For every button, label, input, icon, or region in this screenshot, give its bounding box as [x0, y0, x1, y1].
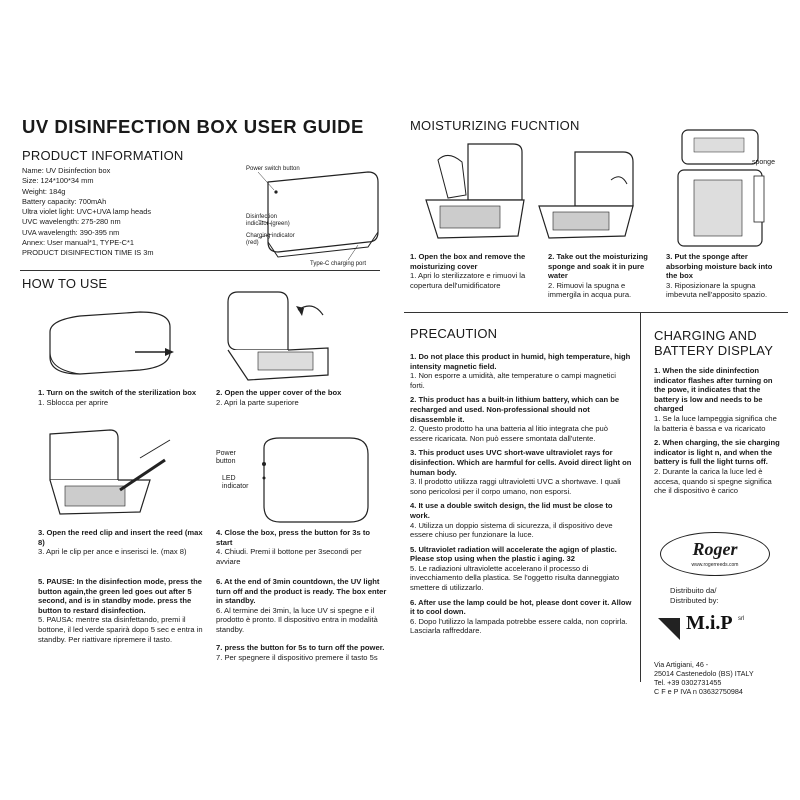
moist-step-1: [410, 252, 540, 290]
step-6-en: 6. At the end of 3min countdown, the UV light turn off and the product is ready. The box enter in standby.: [216, 577, 387, 606]
precaution-list: [410, 352, 632, 641]
spec-line: Size: 124*100*34 mm: [22, 176, 94, 186]
step2-illustration: [218, 290, 348, 390]
spec-line: Battery capacity: 700mAh: [22, 196, 107, 206]
step-3: [38, 528, 208, 557]
spec-line: Weight: 184g: [22, 186, 66, 196]
led-indicator-label: LED indicator: [222, 475, 249, 490]
precaution-item: [410, 448, 632, 496]
precaution-5-en: 5. Ultraviolet radiation will accelerate the agign of plastic. Please stop using when the plastic i aging. 32: [410, 544, 617, 564]
charging-heading: [654, 328, 773, 358]
step-5: [38, 577, 210, 644]
spec-line: UVA wavelength: 390-395 nm: [22, 227, 120, 237]
charging-item: [654, 366, 784, 433]
address-block: [654, 660, 754, 696]
precaution-1-it: 1. Non esporre a umidità, alte temperature o campi magnetici forti.: [410, 371, 616, 390]
moist-step1-illustration: [418, 140, 528, 245]
moist-step-2-en: 2. Take out the moisturizing sponge and soak it in pure water: [548, 252, 648, 281]
charging-item: [654, 438, 784, 496]
moist-step2-illustration: [535, 150, 640, 245]
moist-step-1-en: 1. Open the box and remove the moisturizing cover: [410, 252, 526, 271]
precaution-6-en: 6. After use the lamp could be hot, please dont cover it. Allow it to cool down.: [410, 597, 632, 617]
spec-line: UVC wavelength: 275-280 nm: [22, 217, 121, 227]
step-2-en: 2. Open the upper cover of the box: [216, 388, 342, 397]
roger-logo-text: Roger: [692, 539, 738, 559]
step-6-it: 6. Al termine dei 3min, la luce UV si spegne e il prodotto è pronto. Il dispositivo entra in modalità standby.: [216, 605, 378, 634]
precaution-3-en: 3. This product uses UVC short-wave ultraviolet rays for disinfection. Which are harmful for cells. Avoid direct light on human body.: [410, 448, 632, 477]
step-2: [216, 388, 386, 407]
precaution-item: [410, 501, 632, 539]
precaution-item: [410, 352, 632, 390]
type-c-label: Type-C charging port: [310, 261, 367, 267]
power-switch-label: Power switch button: [246, 166, 300, 172]
precaution-3-it: 3. Il prodotto utilizza raggi ultravioletti UVC a shortwave. I quali sono pericolosi per il corpo umano, non esporsi.: [410, 477, 621, 496]
charging-2-it: 2. Durante la carica la luce led è accesa, quando si spegne significa che il dispositivo è carico: [654, 466, 772, 496]
step-6: [216, 577, 388, 635]
charging-2-en: 2. When charging, the sie charging indicator is light n, and when the battery is full the light turns off.: [654, 438, 780, 467]
moist-step-1-it: 1. Apri lo sterilizzatore e rimuovi la copertura dell'umidificatore: [410, 271, 526, 290]
moist-step3-illustration: [668, 128, 783, 248]
moist-step-3-it: 3. Riposizionare la spugna imbevuta nell'apposito spazio.: [666, 280, 768, 300]
address-line: Via Artigiani, 46 -: [654, 660, 709, 669]
disinfection-indicator-label: Disinfection indicator (green): [246, 214, 290, 227]
step4-illustration: [250, 436, 380, 526]
step-3-it: 3. Apri le clip per ance e inserisci le. (max 8): [38, 547, 187, 557]
charging-heading-line1: CHARGING AND: [654, 328, 757, 343]
charging-1-en: 1. When the side dininfection indicator flashes after turning on the powe, it indicates that the battery is low and needs to be charged: [654, 366, 773, 414]
how-to-use-heading: HOW TO USE: [22, 276, 108, 291]
precaution-item: [410, 395, 632, 443]
moisturizing-heading: MOISTURIZING FUCNTION: [410, 118, 580, 133]
charging-heading-line2: BATTERY DISPLAY: [654, 343, 774, 358]
step-5-it: 5. PAUSA: mentre sta disinfettando, premi il bottone, il led verde sparirà dopo 5 sec e entra in standby. Per riattivare ripremere il tasto.: [38, 615, 203, 644]
power-button-label: Power button: [216, 450, 236, 465]
roger-logo-url: www.rogerreeds.com: [691, 562, 739, 568]
product-info-heading: PRODUCT INFORMATION: [22, 148, 184, 163]
precaution-4-it: 4. Utilizza un doppio sistema di sicurezza, il dispositivo deve essere chiuso per funzionare la luce.: [410, 520, 613, 540]
precaution-2-it: 2. Questo prodotto ha una batteria al litio integrata che può essere ricaricata. Non può essere smontata dall'utente.: [410, 424, 608, 443]
step3-illustration: [40, 420, 180, 520]
step1-illustration: [40, 312, 180, 384]
distributed-en: Distributed by:: [670, 595, 719, 605]
mip-logo-text: M.i.P: [686, 612, 733, 634]
step-4-en: 4. Close the box, press the button for 3s to start: [216, 528, 371, 547]
moist-step-2-it: 2. Rimuovi la spugna e immergila in acqua pura.: [548, 280, 632, 300]
step-2-it: 2. Apri la parte superiore: [216, 397, 299, 407]
precaution-4-en: 4. It use a double switch design, the lid must be close to work.: [410, 501, 613, 520]
distributed-it: Distribuito da/: [670, 586, 717, 595]
spec-line: PRODUCT DISINFECTION TIME IS 3m: [22, 248, 154, 258]
mip-logo: [656, 612, 756, 642]
precaution-5-it: 5. Le radiazioni ultraviolette accelerano il processo di invecchiamento della plastica. Se l'oggetto risulta danneggiato smettere di utilizzarlo.: [410, 563, 620, 593]
precaution-2-en: 2. This product has a built-in lithium battery, which can be recharged and used. Non-professional should not disassemble it.: [410, 395, 620, 424]
step-1-en: 1. Turn on the switch of the sterilization box: [38, 388, 197, 397]
roger-logo: [660, 532, 770, 576]
precaution-6-it: 6. Dopo l'utilizzo la lampada potrebbe essere calda, non coprirla. Lasciarla raffreddare.: [410, 616, 628, 636]
step-7-it: 7. Per spegnere il dispositivo premere il tasto 5s: [216, 652, 378, 662]
step-3-en: 3. Open the reed clip and insert the reed (max 8): [38, 528, 203, 547]
address-line: C F e P IVA n 03632750984: [654, 687, 743, 696]
precaution-heading: PRECAUTION: [410, 326, 498, 341]
mip-logo-suffix: srl: [738, 616, 745, 622]
step-4-it: 4. Chiudi. Premi il bottone per 3secondi per avviare: [216, 547, 362, 566]
precaution-item: [410, 598, 632, 636]
address-line: Tel. +39 0302731455: [654, 678, 722, 687]
spec-line: Annex: User manual*1, TYPE-C*1: [22, 238, 135, 248]
moist-step-3-en: 3. Put the sponge after absorbing moisture back into the box: [666, 252, 773, 281]
step-1-it: 1. Sblocca per aprire: [38, 397, 109, 407]
step-4: [216, 528, 386, 566]
step-7: [216, 643, 388, 662]
distributed-by: [670, 586, 719, 605]
address-line: 25014 Castenedolo (BS) ITALY: [654, 669, 754, 678]
spec-line: Name: UV Disinfection box: [22, 166, 111, 175]
charging-indicator-label: Charging indicator (red): [246, 233, 295, 246]
charging-1-it: 1. Se la luce lampeggia significa che la batteria è bassa e va ricaricato: [654, 413, 777, 433]
step-1: [38, 388, 208, 407]
moist-step-3: [666, 252, 784, 300]
precaution-item: [410, 545, 632, 593]
charging-list: [654, 366, 784, 501]
precaution-1-en: 1. Do not place this product in humid, high temperature, high intensity magnetic field.: [410, 352, 631, 371]
page-title: UV DISINFECTION BOX USER GUIDE: [22, 116, 364, 137]
moist-step-2: [548, 252, 656, 300]
sponge-label: sponge: [752, 159, 775, 166]
step-7-en: 7. press the button for 5s to turn off the power.: [216, 643, 385, 652]
step-5-en: 5. PAUSE: In the disinfection mode, press the button again,the green led goes out after 5 second, and is in standby mode. press the button to restard disinfection.: [38, 577, 202, 615]
spec-line: Ultra violet light: UVC+UVA lamp heads: [22, 207, 152, 217]
product-specs: [22, 166, 222, 259]
mip-logo-mark-icon: [656, 612, 684, 640]
